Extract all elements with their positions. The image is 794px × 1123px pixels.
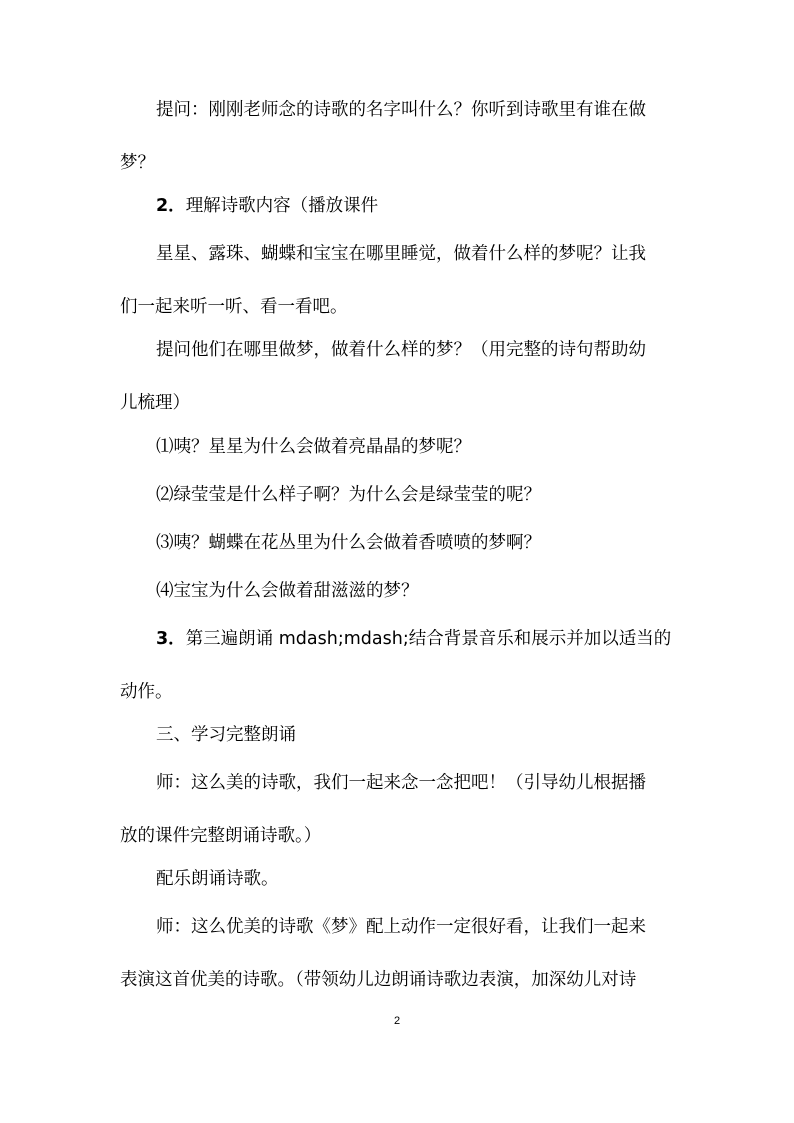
text-line [120,180,676,233]
text-line [120,613,676,666]
section-heading-third-reading [120,613,676,719]
section-heading-full-recital [120,709,676,762]
section-title: 理解诗歌内容（播放课件 [185,196,379,216]
paragraph-intro [120,228,676,334]
text-line: 师：这么美的诗歌，我们一起来念一念把吧！（引导幼儿根据播 [156,773,646,793]
list-item-2 [120,469,676,522]
text-line: 们一起来听一听、看一看吧。 [120,297,348,317]
text-line: ⑶咦？蝴蝶在花丛里为什么会做着香喷喷的梦啊？ [156,533,541,553]
paragraph-music-recital [120,853,676,906]
section-number: 2． [156,196,186,216]
page-number: 2 [393,1015,401,1027]
section-number: 3． [156,629,186,649]
list-item-4 [120,565,676,618]
text-line: 师：这么优美的诗歌《梦》配上动作一定很好看，让我们一起来 [156,917,646,937]
text-line: 放的课件完整朗诵诗歌。） [120,826,322,846]
text-line: 三、学习完整朗诵 [156,725,296,745]
text-line: 配乐朗诵诗歌。 [156,869,279,889]
text-line: ⑴咦？星星为什么会做着亮晶晶的梦呢？ [156,437,471,457]
text-line: 提问：刚刚老师念的诗歌的名字叫什么？你听到诗歌里有谁在做 [156,100,646,120]
text-line: 动作。 [120,682,173,702]
text-line: 儿梳理） [120,393,190,413]
section-title: 第三遍朗诵 mdash;mdash;结合背景音乐和展示并加以适当的 [185,629,672,649]
text-line: 提问他们在哪里做梦，做着什么样的梦？（用完整的诗句帮助幼 [156,340,646,360]
section-heading-understand-poem [120,180,676,233]
text-line: ⑷宝宝为什么会做着甜滋滋的梦？ [156,581,419,601]
text-line: 星星、露珠、蝴蝶和宝宝在哪里睡觉，做着什么样的梦呢？让我 [156,244,646,264]
paragraph-question-title [120,84,676,190]
text-line: 梦？ [120,153,155,173]
text-line: ⑵绿莹莹是什么样子啊？为什么会是绿莹莹的呢？ [156,485,541,505]
list-item-1 [120,421,676,474]
paragraph-question-dreams [120,324,676,430]
list-item-3 [120,517,676,570]
paragraph-performance [120,901,676,1007]
text-line: 表演这首优美的诗歌。（带领幼儿边朗诵诗歌边表演，加深幼儿对诗 [120,970,637,990]
paragraph-teacher-prompt [120,757,676,863]
